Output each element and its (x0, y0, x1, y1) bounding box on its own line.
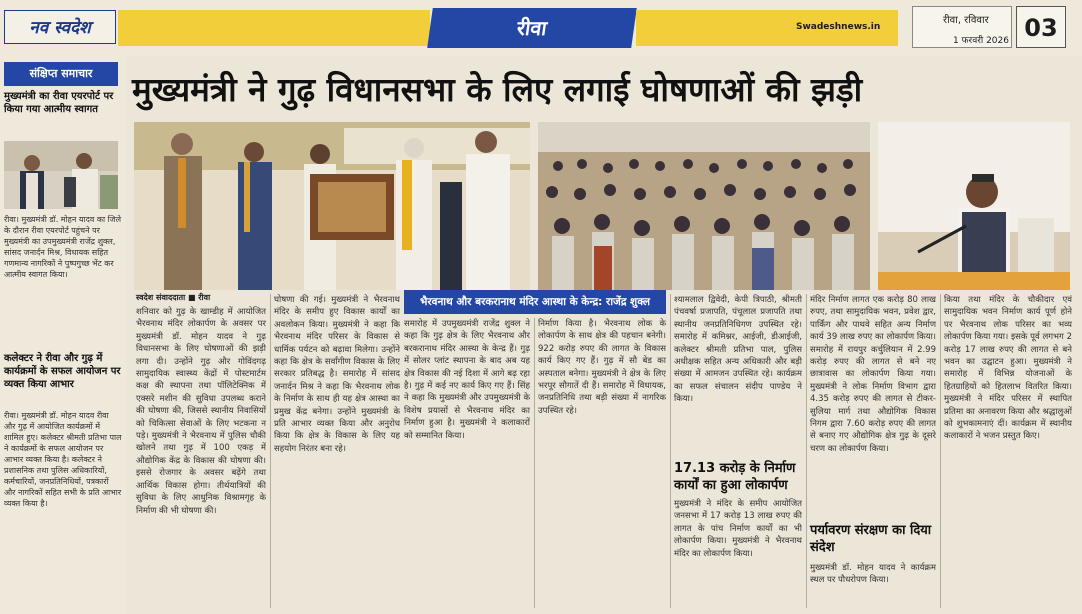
photo-crowd (538, 122, 870, 290)
dateline-box (912, 6, 1012, 48)
city-day: रीवा, रविवार (943, 15, 989, 26)
article-column-1: शनिवार को गुढ़ के खाम्डीह में आयोजित भैरवनाथ मंदिर लोकार्पण के अवसर पर मुख्यमंत्री डॉ. मोहन यादव ने गुढ़ विधानसभा के लिए घोषणाओं की झड़ी लगा दी। उन्होंने गुढ़ और गोविंदगढ़ सामुदायिक स्वास्थ्य केंद्रों में पोस्टमार्टम कक्ष की स्थापना तथा पॉलिटेक्निक में एक्सरे मशीन की सुविधा उपलब्ध कराने की घोषणा की, जिससे स्थानीय निवासियों को चिकित्सा सेवाओं के लिए भटकना न पड़े। मुख्यमंत्री ने भैरवनाथ में पुलिस चौकी खोलने तथा गुढ़ में 100 एकड़ में औद्योगिक केंद्र के विकास की घोषणा की। इससे रोजगार के अवसर बढ़ेंगे तथा आर्थिक विकास होगा। तीर्थयात्रियों की सुविधा के लिए आधुनिक विश्रामगृह के निर्माण की भी घोषणा की। (136, 307, 266, 516)
column-rule (670, 294, 671, 608)
brief-2-body: रीवा। मुख्यमंत्री डॉ. मोहन यादव रीवा और गुढ़ में आयोजित कार्यक्रमों में शामिल हुए। कलेक्टर श्रीमती प्रतिभा पाल ने कार्यक्रमों के सफल आयोजन पर आभार व्यक्त किया है। कलेक्टर ने प्रशासनिक तथा पुलिस अधिकारियों, कर्मचारियों, जनप्रतिनिधियों, पत्रकारों और नागरिकों सहित सभी के प्रति आभार व्यक्त किया है। (4, 411, 122, 508)
page-header (0, 0, 1082, 56)
subhead-inauguration: 17.13 करोड़ के निर्माण कार्यों का हुआ लोकार्पण (674, 461, 796, 493)
main-headline: मुख्यमंत्री ने गुढ़ विधानसभा के लिए लगाई घोषणाओं की झड़ी (132, 70, 863, 109)
article-column-3: समारोह में उपमुख्यमंत्री राजेंद्र शुक्ल ने कहा कि गुढ़ क्षेत्र के लिए भैरवनाथ और बरकरानाथ मंदिर आस्था के केन्द्र हैं। गुढ़ में सोलर प्लांट स्थापना के बाद अब यह क्षेत्र विकास की नई दिशा में आगे बढ़ रहा है। गुढ़ में कई नए कार्य किए गए हैं। सिंह ने कहा कि मुख्यमंत्री और उपमुख्यमंत्री के विशेष प्रयासों से भैरवनाथ मंदिर का निर्माण हुआ है। मुख्यमंत्री ने कलाकारों को सम्मानित किया। (404, 319, 530, 441)
article-column-6b: मुख्यमंत्री डॉ. मोहन यादव ने कार्यक्रम स्थल पर पौधरोपण किया। (810, 563, 936, 586)
sidebar-heading: संक्षिप्त समाचार (4, 62, 118, 86)
article-column-6: मंदिर निर्माण लागत एक करोड़ 80 लाख रुपए, तथा सामुदायिक भवन, प्रवेश द्वार, पार्किंग और पाथवे सहित अन्य निर्माण कार्य 39 लाख रुपए का लोकार्पण किया। समारोह में रायपुर कर्चुलियान में 2.99 करोड़ रुपए की लागत से बने नए छात्रावास का लोकार्पण किया गया। मुख्यमंत्री ने लोक निर्माण विभाग द्वारा 4.35 करोड़ रुपए की लागत से टीकर-सुलिया मार्ग तथा औद्योगिक विकास निगम द्वारा 7.60 करोड़ रुपए की लागत से बनाए गए औद्योगिक क्षेत्र गुढ़ के दूसरे चरण का लोकार्पण किया। (810, 295, 936, 454)
brief-2-headline: कलेक्टर ने रीवा और गुढ़ में कार्यक्रमों के सफल आयोजन पर व्यक्त किया आभार (4, 353, 121, 390)
column-rule (270, 294, 271, 608)
masthead-logo: नव स्वदेश (4, 10, 116, 44)
column-rule (940, 294, 941, 608)
brief-1-body: रीवा। मुख्यमंत्री डॉ. मोहन यादव का जिले के दौरान रीवा एयरपोर्ट पहुंचने पर मुख्यमंत्री का उपमुख्यमंत्री राजेंद्र शुक्ल, सांसद जनार्दन मिश्र, विधायक सहित गणमान्य नागरिकों ने पुष्पगुच्छ भेंट कर आत्मीय स्वागत किया। (4, 215, 122, 279)
article-column-2: घोषणा की गई। मुख्यमंत्री ने भैरवनाथ मंदिर के समीप हुए विकास कार्यों का अवलोकन किया। मुख्यमंत्री ने कहा कि भैरवनाथ मंदिर परिसर के विकास से धार्मिक पर्यटन को बढ़ावा मिलेगा। उन्होंने कहा कि क्षेत्र के सर्वांगीण विकास के लिए सरकार प्रतिबद्ध है। समारोह में सांसद जनार्दन मिश्र ने कहा कि भैरवनाथ लोक के निर्माण के साथ ही यह क्षेत्र आस्था का प्रमुख केंद्र बनेगा। उन्होंने मुख्यमंत्री के प्रति आभार व्यक्त किया और अनुरोध किया कि क्षेत्र के विकास के लिए यह सहयोग निरंतर बना रहे। (274, 295, 400, 454)
site-url: Swadeshnews.in (796, 22, 881, 32)
article-column-5b: मुख्यमंत्री ने मंदिर के समीप आयोजित जनसभा में 17 करोड़ 13 लाख रुपए की लागत के पांच निर्माण कार्यों का भी लोकार्पण किया। मुख्यमंत्री ने भैरवनाथ मंदिर का लोकार्पण किया। (674, 499, 802, 559)
article-column-4: निर्माण किया है। भैरवनाथ लोक के लोकार्पण के साथ क्षेत्र की पहचान बनेगी। 922 करोड़ रुपए की लागत के विकास कार्य किए गए हैं। गुढ़ में सौ बेड का अस्पताल बनेगा। मुख्यमंत्री ने क्षेत्र के लिए भरपूर सौगातें दी हैं। समारोह में विधायक, जनप्रतिनिधि तथा बड़ी संख्या में नागरिक उपस्थित रहे। (538, 319, 666, 416)
subhead-environment: पर्यावरण संरक्षण का दिया संदेश (810, 523, 932, 555)
photo-cm-speech (878, 122, 1070, 290)
section-tab: रीवा (427, 8, 637, 48)
article-column-7: किया तथा मंदिर के चौकीदार एवं सामुदायिक भवन निर्माण कार्य पूर्ण होने पर भैरवनाथ लोक परिसर का भव्य लोकार्पण किया गया। इसके पूर्व लगभग 2 करोड़ 17 लाख रुपए की लागत से बने भवन का उद्घाटन हुआ। मुख्यमंत्री ने समारोह में विभिन्न योजनाओं के हितग्राहियों को हितलाभ वितरित किया। मुख्यमंत्री ने मंदिर परिसर में स्थापित प्रतिमा का अनावरण किया और श्रद्धालुओं को शुभकामनाएं दीं। कार्यक्रम में स्थानीय कलाकारों ने भजन प्रस्तुत किए। (944, 295, 1072, 442)
brief-1-headline: मुख्यमंत्री का रीवा एयरपोर्ट पर किया गया आत्मीय स्वागत (4, 91, 114, 115)
subhead-banner: भैरवनाथ और बरकरानाथ मंदिर आस्था के केन्द्र: राजेंद्र शुक्ल (404, 290, 666, 314)
article-column-5: श्यामलाल द्विवेदी, केपी त्रिपाठी, श्रीमती पंचवर्षा प्रजापति, पंचूलाल प्रजापति तथा स्थानीय जनप्रतिनिधिगण उपस्थित रहे। समारोह में कमिश्नर, आईजी, डीआईजी, कलेक्टर श्रीमती प्रतिभा पाल, पुलिस अधीक्षक सहित अन्य अधिकारी और बड़ी संख्या में आमजन उपस्थित रहे। कार्यक्रम का सफल संचालन संदीप पाण्डेय ने किया। (674, 295, 802, 405)
column-rule (806, 294, 807, 608)
issue-date: 1 फरवरी 2026 (953, 36, 1009, 46)
column-rule (534, 318, 535, 608)
sidebar-briefs (0, 56, 126, 614)
header-band-left (118, 10, 430, 46)
photo-idol-presentation (134, 122, 530, 290)
page-number: 03 (1016, 6, 1066, 48)
brief-1-photo (4, 141, 118, 209)
byline: स्वदेश संवाददाता ■ रीवा (136, 293, 211, 302)
